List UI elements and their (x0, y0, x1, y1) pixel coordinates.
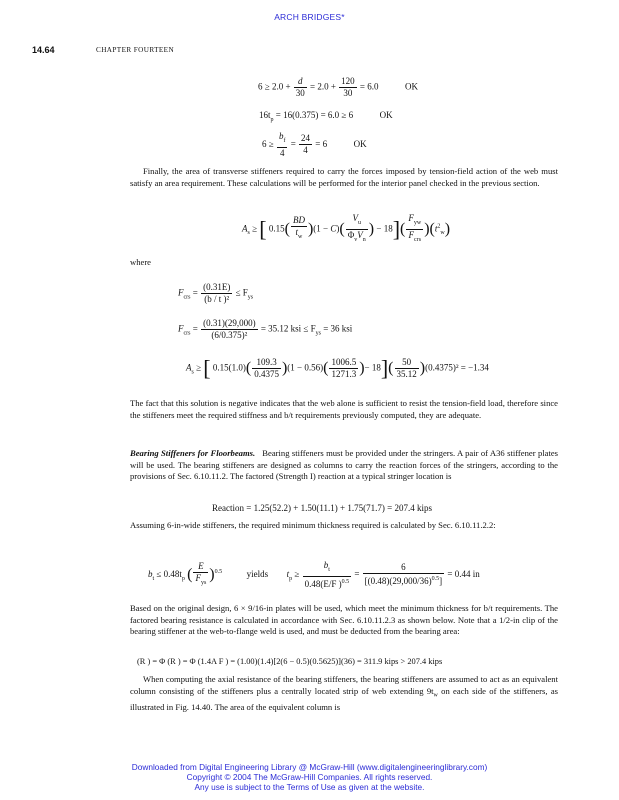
paragraph-assuming-width: Assuming 6-in-wide stiffeners, the required minimum thickness required is calculated by Sec. 6.10.11.2.2: (130, 520, 496, 530)
where-label: where (130, 257, 151, 267)
section-heading: Bearing Stiffeners for Floorbeams. (130, 448, 256, 458)
equation-check-3: 6 ≥ $\frac{b_f}{4}$ = $\frac{24}{4}$ = 6 OK (262, 131, 367, 158)
equation-check-2: $16t_p = 16(0.375) = 6.0 \ge 6$ OK (259, 110, 393, 123)
paragraph-transverse-stiffeners: Finally, the area of transverse stiffeners required to carry the forces imposed by tension-field action of the web must satisfy an area requirement. These calculations will be performed for the interior panel checked in the previous section. (130, 166, 558, 188)
document-banner: ARCH BRIDGES* (274, 12, 345, 22)
chapter-title: CHAPTER FOURTEEN (96, 46, 175, 54)
equation-area-numeric: $A_s$ ≥ [ 0.15(1.0)( $\frac{109.3}{0.4375}$ )(1 − 0.56)( $\frac{1006.5}{1271.3}$ )− 18]( $\frac{50}{35.12}$ )(0.4375)² = −1.34 (186, 355, 489, 381)
paragraph-negative-result: The fact that this solution is negative indicates that the web alone is sufficient to resist the tension-field load, therefore since the stiffeners meet the required stiffness and b/t requirements previously computed, they are adequate. (130, 398, 558, 420)
equation-area-requirement: $A_s$ ≥ [ 0.15( $\frac{BD}{t_w}$ )(1 − C)( $\frac{V_u}{\Phi_vV_n}$ ) − 18]( $\frac{F_{yw}}{F_{crs}}$ )$(t^2_w)$ (242, 213, 451, 243)
equation-thickness: $b_t \le 0.48t_p$ ( $\frac{E}{F_{ys}}$ )$^{0.5}$ yields $t_p$ ≥ $\frac{b_t}{0.48(E/F )^{0.5}}$ = $\frac{6}{[(0.48)(29,000/36)^{0.5}]}$ = 0.44 in (148, 560, 480, 589)
paragraph-axial-resistance: When computing the axial resistance of the bearing stiffeners, the bearing stiffeners are assumed to act as an equivalent column consisting of the stiffeners plus a centrally located strip of web extending $9t_w$ on each side of the stiffeners, as illustrated in Fig. 14.40. The area of the equivalent column is (130, 674, 558, 712)
equation-reaction: Reaction = 1.25(52.2) + 1.50(11.1) + 1.75(71.7) = 207.4 kips (212, 503, 432, 513)
equation-fcrs-numeric: $F_{crs}$ = $\frac{(0.31)(29,000)}{\text{(6/0.375)²}}$ = 35.12 ksi ≤ $F_{ys} = 36$ ksi (178, 318, 353, 340)
paragraph-original-design: Based on the original design, 6 × 9/16-in plates will be used, which meet the minimum thickness for b/t requirements. The factored bearing resistance is calculated in accordance with Sec. 6.10.11.2.3 as shown below. Note that a 1/2-in clip of the bearing stiffener at the web-to-flange weld is used, and must be deducted from the bearing area: (130, 603, 558, 637)
page-number: 14.64 (32, 45, 55, 55)
paragraph-bearing-stiffeners: Bearing Stiffeners for Floorbeams. Bearing stiffeners must be provided under the stringers. A pair of A36 stiffener plates will be used. The bearing stiffeners are designed as columns to carry the reaction forces of the stringers, according to the provisions of Sec. 6.10.11.2. The factored (Strength I) reaction at a typical stringer location is (130, 448, 559, 482)
equation-check-1: 6 ≥ 2.0 + $\frac{d}{30}$ = 2.0 + $\frac{120}{30}$ = 6.0 OK (258, 76, 418, 98)
footer-download-link[interactable]: Downloaded from Digital Engineering Library @ McGraw-Hill (www.digitalengineeringlibrary.com) (131, 762, 488, 772)
yields-label: yields (246, 568, 269, 579)
equation-bearing-resistance: (R ) = Φ (R ) = Φ (1.4A F ) = (1.00)(1.4)[2(6 − 0.5)(0.5625)](36) = 311.9 kips > 207.4 kips (137, 657, 443, 666)
equation-fcrs-general: $F_{crs}$ = $\frac{(0.31E)}{\text{(b / t )²}}$ ≤ $F_{ys}$ (178, 282, 254, 304)
footer-terms-link[interactable]: Any use is subject to the Terms of Use as given at the website. (194, 782, 425, 792)
footer-copyright: Copyright © 2004 The McGraw-Hill Companies. All rights reserved. (186, 772, 433, 782)
